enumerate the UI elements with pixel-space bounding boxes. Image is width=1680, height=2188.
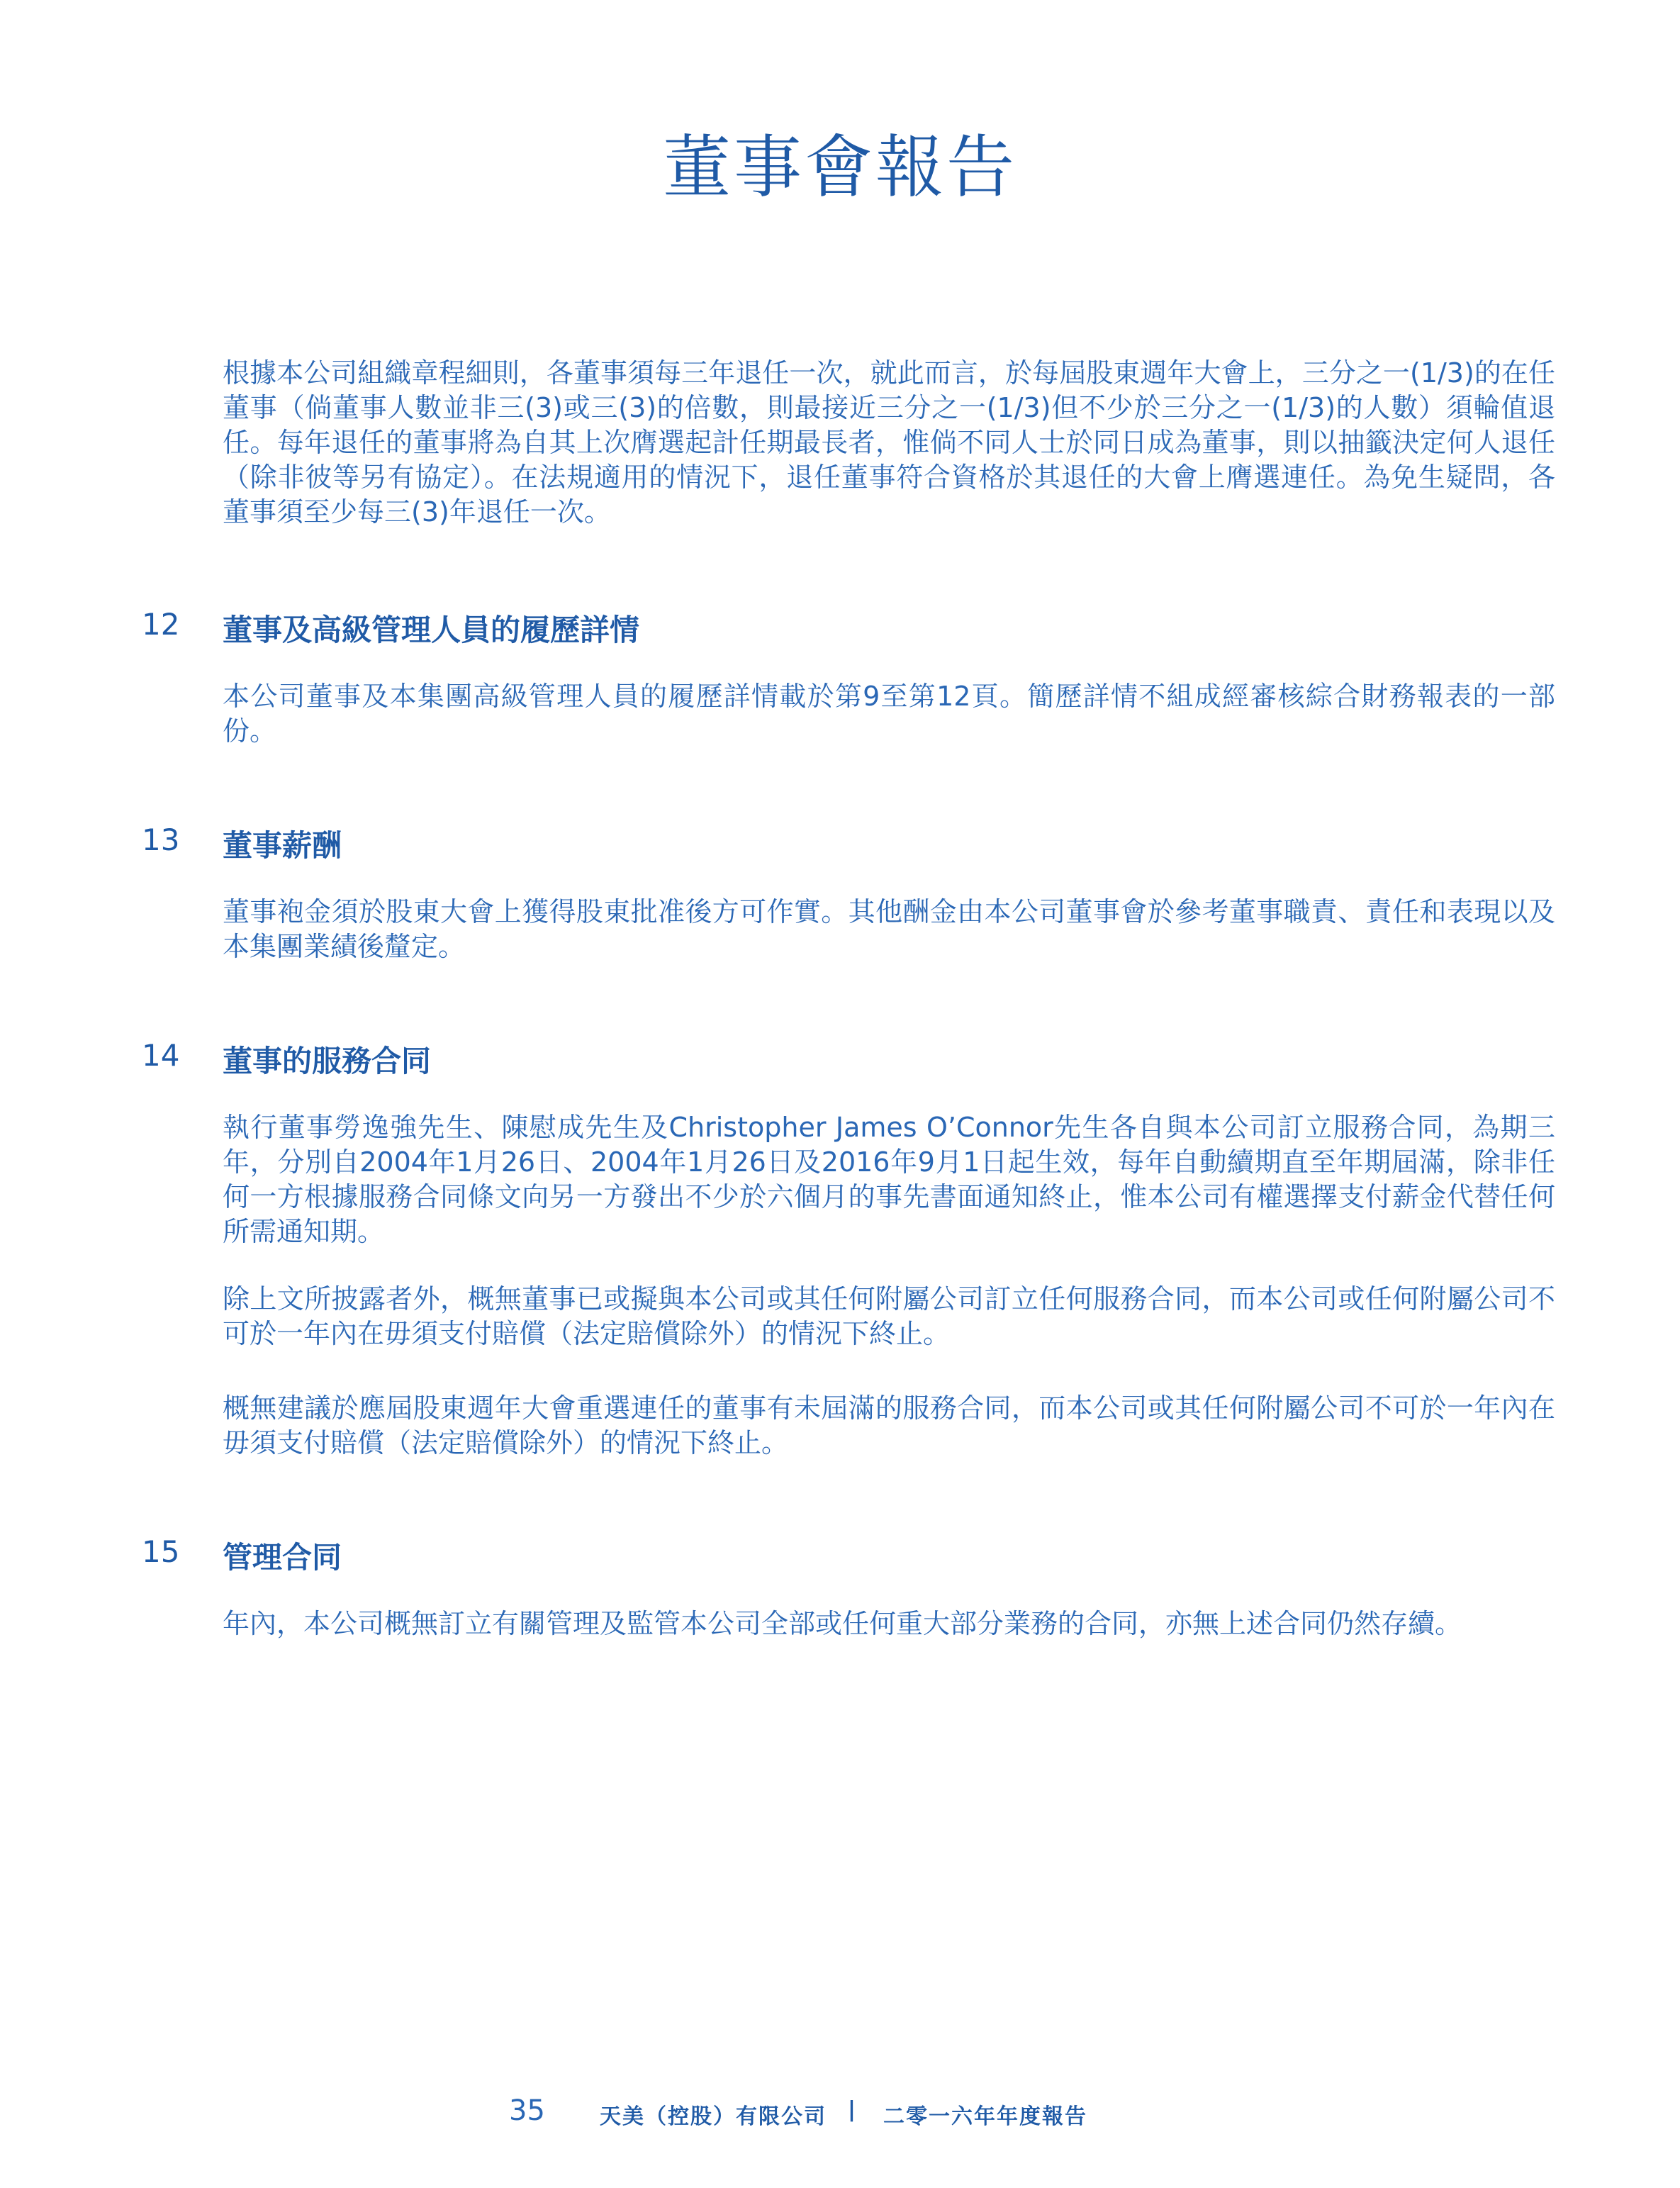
footer-company-name: 天美（控股）有限公司	[600, 2104, 827, 2129]
section-15-paragraph-1: 年內，本公司概無訂立有關管理及監管本公司全部或任何重大部分業務的合同，亦無上述合同仍然存續。	[223, 1608, 1462, 1639]
section-title: 董事及高級管理人員的履歷詳情	[223, 613, 640, 647]
section-number: 14	[142, 1038, 180, 1073]
section-title: 管理合同	[223, 1540, 342, 1575]
section-title: 董事薪酬	[223, 828, 342, 863]
section-13-paragraph-1: 董事袍金須於股東大會上獲得股東批准後方可作實。其他酬金由本公司董事會於參考董事職責、責任和表現以及本集團業績後釐定。	[223, 896, 1555, 962]
section-14-paragraph-3: 概無建議於應屆股東週年大會重選連任的董事有未屆滿的服務合同，而本公司或其任何附屬公司不可於一年內在毋須支付賠償（法定賠償除外）的情況下終止。	[223, 1392, 1555, 1458]
footer-report-name: 二零一六年年度報告	[883, 2104, 1087, 2129]
page-footer	[0, 2094, 1680, 2137]
footer-separator: |	[848, 2097, 856, 2122]
section-number: 15	[142, 1534, 180, 1569]
section-number: 13	[142, 822, 180, 857]
section-number: 12	[142, 607, 180, 642]
intro-paragraph: 根據本公司組織章程細則，各董事須每三年退任一次，就此而言，於每屆股東週年大會上，三分之一(1/3)的在任董事（倘董事人數並非三(3)或三(3)的倍數，則最接近三分之一(1/3)但不少於三分之一(1/3)的人數）須輪值退任。每年退任的董事將為自其上次膺選起計任期最長者，惟倘不同人士於同日成為董事，則以抽籤決定何人退任（除非彼等另有協定）。在法規適用的情況下，退任董事符合資格於其退任的大會上膺選連任。為免生疑問，各董事須至少每三(3)年退任一次。	[223, 357, 1555, 528]
page-number: 35	[509, 2094, 545, 2127]
section-12-paragraph-1: 本公司董事及本集團高級管理人員的履歷詳情載於第9至第12頁。簡歷詳情不組成經審核綜合財務報表的一部份。	[223, 681, 1555, 747]
section-title: 董事的服務合同	[223, 1044, 432, 1078]
page-title: 董事會報告	[663, 128, 1017, 207]
section-14-paragraph-2: 除上文所披露者外，概無董事已或擬與本公司或其任何附屬公司訂立任何服務合同，而本公司或任何附屬公司不可於一年內在毋須支付賠償（法定賠償除外）的情況下終止。	[223, 1283, 1555, 1349]
section-14-paragraph-1: 執行董事勞逸強先生、陳慰成先生及Christopher James O’Connor先生各自與本公司訂立服務合同，為期三年，分別自2004年1月26日、2004年1月26日及2016年9月1日起生效，每年自動續期直至年期屆滿，除非任何一方根據服務合同條文向另一方發出不少於六個月的事先書面通知終止，惟本公司有權選擇支付薪金代替任何所需通知期。	[223, 1112, 1555, 1247]
